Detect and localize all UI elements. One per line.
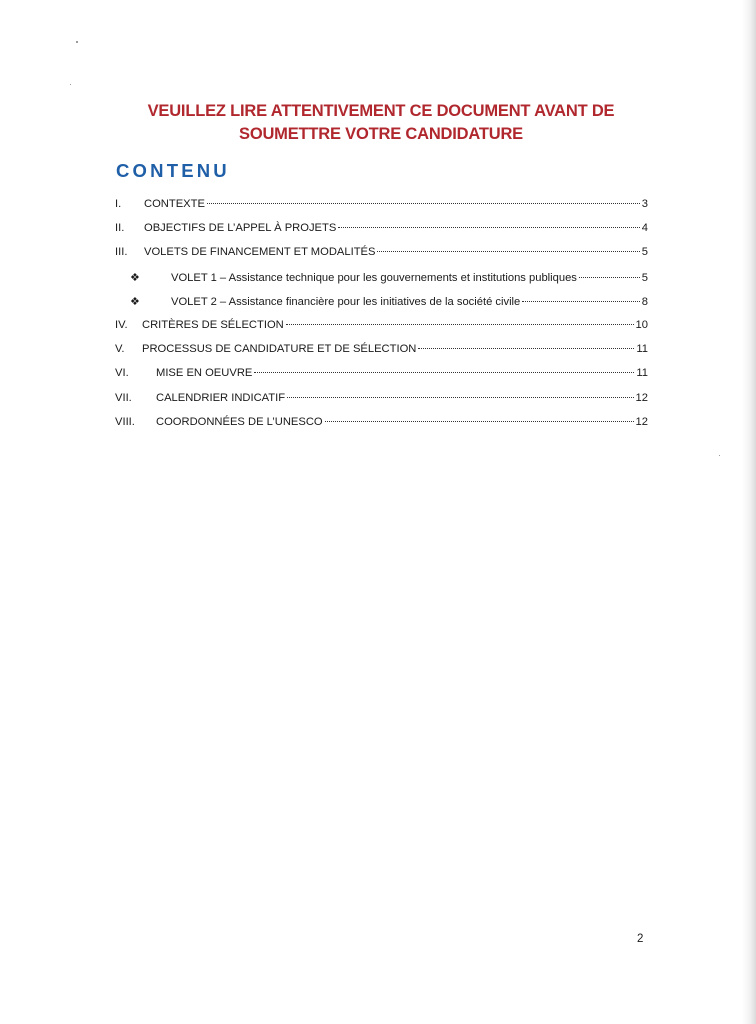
toc-subentry-volet-2[interactable] — [115, 295, 648, 319]
scan-speck — [70, 84, 71, 85]
toc-entry-page: 10 — [635, 318, 648, 331]
toc-entry-objectifs[interactable] — [115, 222, 648, 246]
toc-entry-volets[interactable] — [115, 246, 648, 270]
toc-entry-number: II. — [115, 222, 125, 235]
toc-entry-title: CONTEXTE — [144, 198, 205, 210]
toc-subentry-volet-1[interactable] — [115, 271, 648, 295]
toc-entry-number: IV. — [115, 318, 128, 331]
toc-entry-page: 11 — [636, 367, 648, 380]
diamond-bullet-icon: ❖ — [130, 295, 140, 308]
toc-entry-page: 4 — [641, 222, 648, 235]
toc-entry-page: 5 — [641, 246, 648, 259]
contents-heading: CONTENU — [116, 160, 230, 181]
toc-entry-number: VIII. — [115, 415, 135, 428]
page-number: 2 — [637, 933, 644, 945]
toc-entry-mise-en-oeuvre[interactable] — [115, 367, 648, 391]
toc-entry-calendrier[interactable] — [115, 392, 648, 416]
toc-entry-criteres[interactable] — [115, 319, 648, 343]
page-edge-shadow — [742, 0, 756, 1024]
dot-leader — [338, 227, 639, 228]
dot-leader — [377, 251, 639, 252]
scan-speck — [719, 455, 720, 456]
toc-entry-title: OBJECTIFS DE L’APPEL À PROJETS — [144, 222, 337, 235]
notice-title — [0, 100, 756, 146]
notice-title-line-2: SOUMETTRE VOTRE CANDIDATURE — [239, 125, 523, 143]
toc-entry-page: 11 — [636, 343, 648, 356]
toc-entry-number: V. — [115, 343, 125, 356]
toc-entry-page: 5 — [641, 271, 648, 284]
notice-title-line-1: VEUILLEZ LIRE ATTENTIVEMENT CE DOCUMENT AVANT DE — [147, 102, 615, 120]
toc-entry-number: I. — [115, 198, 122, 210]
toc-entry-title: VOLETS DE FINANCEMENT ET MODALITÉS — [144, 246, 376, 259]
table-of-contents — [115, 198, 648, 440]
toc-entry-title: VOLET 2 – Assistance financière pour les initiatives de la société civile — [171, 295, 521, 308]
toc-entry-number: VI. — [115, 367, 129, 380]
toc-entry-title: VOLET 1 – Assistance technique pour les gouvernements et institutions publiques — [171, 271, 577, 284]
dot-leader — [325, 421, 634, 422]
dot-leader — [286, 324, 634, 325]
toc-entry-number: VII. — [115, 391, 132, 404]
dot-leader — [207, 203, 640, 204]
toc-entry-coordonnees[interactable] — [115, 416, 648, 440]
toc-entry-page: 8 — [641, 295, 648, 308]
diamond-bullet-icon: ❖ — [130, 271, 140, 284]
toc-entry-processus[interactable] — [115, 343, 648, 367]
toc-entry-number: III. — [115, 246, 128, 259]
dot-leader — [522, 301, 639, 302]
toc-entry-title: COORDONNÉES DE L’UNESCO — [156, 415, 323, 428]
dot-leader — [254, 372, 634, 373]
toc-entry-title: CRITÈRES DE SÉLECTION — [142, 318, 284, 331]
toc-entry-title: PROCESSUS DE CANDIDATURE ET DE SÉLECTION — [142, 343, 417, 356]
toc-entry-title: MISE EN OEUVRE — [156, 367, 253, 380]
toc-entry-page: 12 — [635, 415, 648, 428]
toc-entry-page: 3 — [641, 198, 648, 210]
toc-entry-contexte[interactable] — [115, 198, 648, 222]
toc-entry-page: 12 — [635, 391, 648, 404]
dot-leader — [287, 397, 633, 398]
dot-leader — [579, 277, 640, 278]
dot-leader — [418, 348, 634, 349]
scan-speck — [76, 41, 78, 43]
toc-entry-title: CALENDRIER INDICATIF — [156, 391, 286, 404]
